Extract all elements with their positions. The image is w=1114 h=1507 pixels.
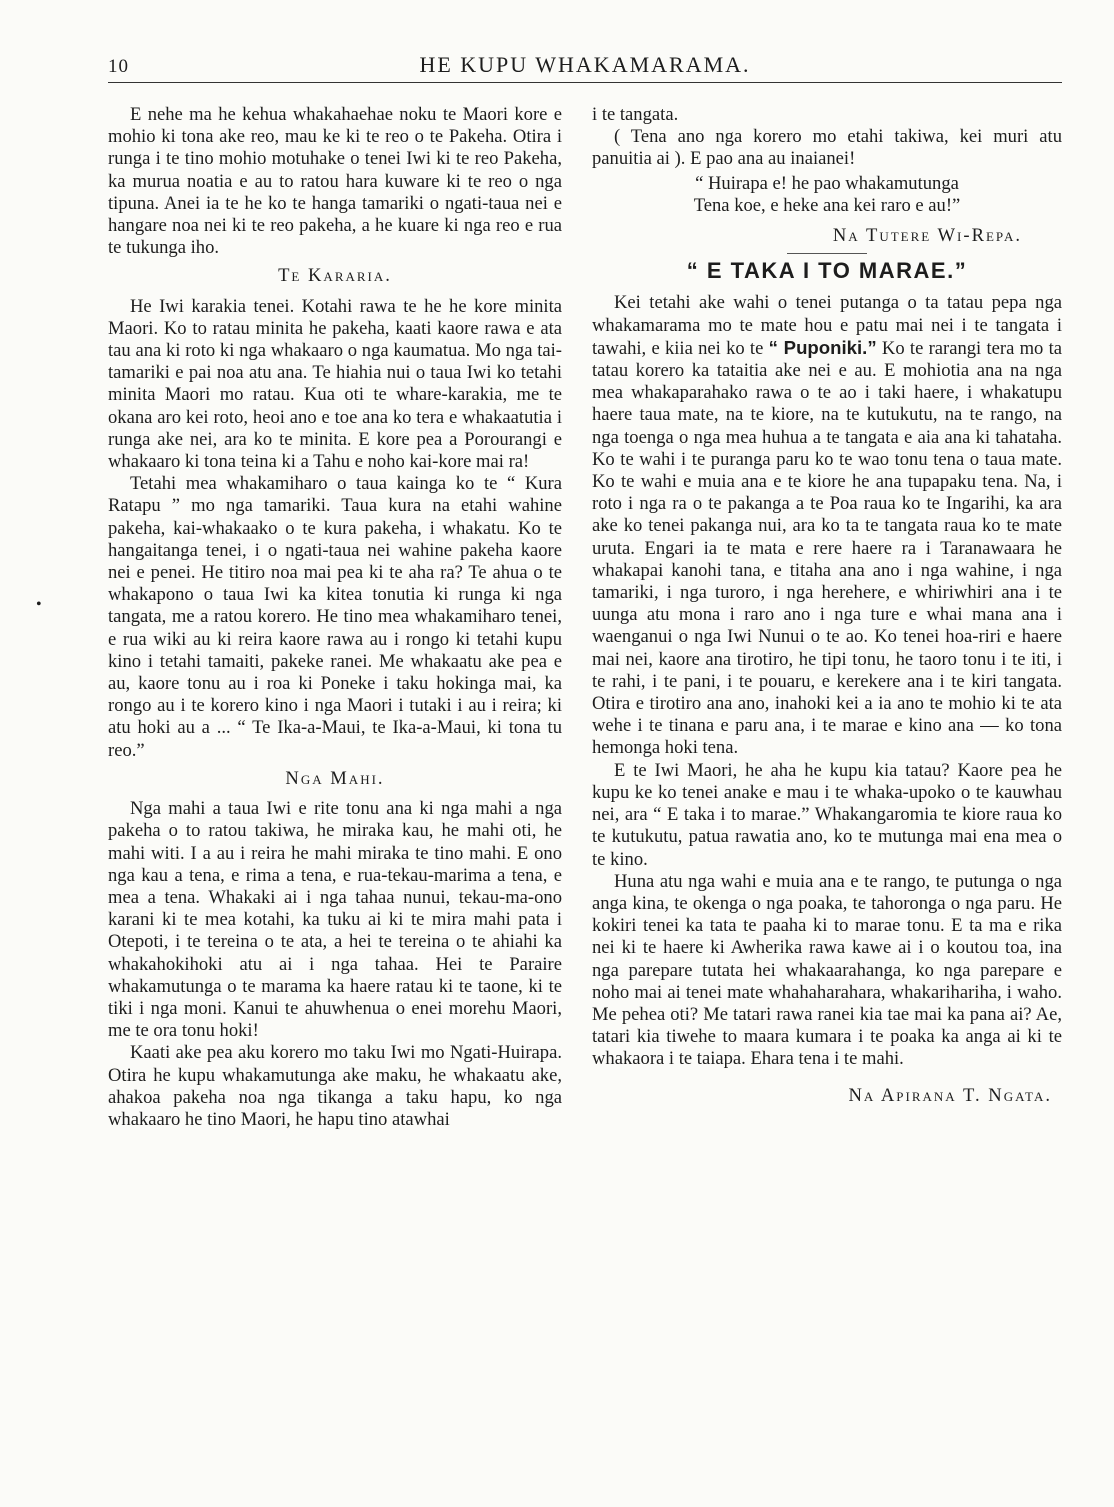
signature-apirana: Na Apirana T. Ngata. [848, 1084, 1052, 1106]
paragraph-mahi: Nga mahi a taua Iwi e rite tonu ana ki nga mahi a nga pakeha o to ratou takiwa, he miraka kau, he mahi oti, he mahi witi. I a au i reira he mahi miraka te tino mahi. E ono nga kau a tena, e rima a tena, e rua-tekau-marima a tena, e mea a tena. Whakaki ai i nga tahaa nunui, tekau-ma-ono karani ki te mea kotahi, ka tuku ai ki te mira mahi pata i Otepoti, i te tereina o te ata, a hei te tereina o te ahiahi ka whakahokihoki atu ai i nga tahaa. Hei te Paraire whakamutunga o te marama ka haere ratau ki te taone, ki te tiki i nga moni. Kanui te ahuwhenua o enei morehu Maori, me te ora tonu hoki! [108, 798, 562, 1042]
section-heading-mahi: Nga Mahi. [285, 767, 385, 789]
paragraph-puponiki-end: Ko te rarangi tera mo ta tatau korero ka tataitia ake nei e au. E mohiotia ana na nga mea whakaparahako rawa o te ao i taki haere, i whakatupu haere taua mate, na te kiore, na te kutukutu, na te rango, na nga toenga o nga mea huhua a te tangata e aia ana ki tahataha. Ko te wahi i te puranga paru ko te wao tonu tena o taua mate. Ko te wahi e muia ana e te kiore he ana tupapaku tena. Na, i roto i nga ra o te pakanga a te Poa raua ko te Ingarihi, ka ara ake ko tenei pakanga nui, ara ko ta te tangata raua ko te mate uruta. Engari ia te mata e rere haere ra i Taranawaara he whakapai kanohi tana, e titaha ana ano i nga wahine, i nga tamariki, i nga turoro, i nga herehere, e whiriwhiri ana i te uunga atu mona i raro ano i nga ture e whai mana ana i waenganui o nga Iwi Nunui o te ao. Ko tenei hoa-riri e haere mai nei, kaore ana tirotiro, he tipi tonu, he taoro tonu i te iti, i te rahi, i te pani, i te pouaru, e kerekere ana i te kiri tangata. Otira e tirotiro ana ano, inahoki kei a ia ano te mohio ki te ata wehe i te tinana e paru ana, i te marae e kino ana — ko tona hemonga hoki tena. [592, 337, 1063, 759]
page-header [108, 52, 1062, 82]
page-number: 10 [108, 56, 129, 77]
left-column [108, 104, 562, 1131]
poem [592, 173, 1062, 217]
poem-line-2: Tena koe, e heke ana kei raro e au!” [693, 194, 961, 216]
paragraph-closing: Kaati ake pea aku korero mo taku Iwi mo Ngati-Huirapa. Otira he kupu whakamutunga ake maku, he whakaatu ake, ahakoa pakeha noa nga tikanga a taku hapu, ko nga whakaaro he tino Maori, he hapu tino atawhai [108, 1042, 562, 1130]
section-heading-kararia: Te Kararia. [278, 265, 392, 287]
header-rule [108, 82, 1062, 83]
article-title: “ E TAKA I TO MARAE.” [686, 258, 968, 284]
paragraph-kararia: He Iwi karakia tenei. Kotahi rawa te he he kore minita Maori. Ko to ratau minita he pakeha, kaati kaore rawa e ata tau ana ki roto ki nga whakaaro o nga kaumatua. Mo nga tai-tamariki e pai noa atu ana. Te hiahia nui o taua Iwi ko tetahi minita Maori mo ratau. Kua oti te whare-karakia, me te okana aro kei roto, heoi ano e toe ana ko tera e whakaatutia i runga ake nei, ara ko te minita. E kore pea a Porourangi e whakaaro ki tona teina ki a Tahu e noho kai-kore mai ra! [108, 295, 562, 473]
margin-mark: • [36, 596, 42, 613]
paragraph-huna: Huna atu nga wahi e muia ana e te rango, te putunga o nga anga kina, te okenga o nga poaka, te tahoronga o nga paru. He kokiri tenei ka tata te paaha ki to marae tonu. E ta ma e rika nei ki te haere ki Awherika rawa kawe ai i o koutou toa, ina nga parepare tutata hei whakaarahanga, ko nga parepare e noho mai ai tenei mate whahaharahara, whakarihariha, i waho. Me pehea oti? Me tatari rawa ranei kia tae mai ka pana ai? Ae, tatari kia tiwehe to maara kumara i te poaka ka anga ai ki te whakaora i te taiapa. Ehara tena i te mahi. [592, 870, 1062, 1070]
paragraph-aside: ( Tena ano nga korero mo etahi takiwa, kei muri atu panuitia ai ). E pao ana au inaianei! [592, 126, 1062, 170]
signature-tutere: Na Tutere Wi-Repa. [832, 225, 1022, 247]
paragraph-iwi-maori: E te Iwi Maori, he aha he kupu kia tatau? Kaore pea he kupu ke ko tenei anake e mau i te whaka-upoko o te kauwhau nei, ara “ E taka i to marae.” Whakangaromia te kiore raua ko te kutukutu, patua rawatia ano, ko te mutunga mai ena mea o te kino. [592, 759, 1062, 870]
poem-line-1: “ Huirapa e! he pao whakamutunga [695, 172, 959, 194]
divider [787, 253, 867, 254]
paragraph-puponiki [592, 292, 1062, 759]
paragraph-continued: i te tangata. [592, 104, 679, 125]
paragraph-intro: E nehe ma he kehua whakahaehae noku te Maori kore e mohio ki tona ake reo, mau ke ki te reo o te Pakeha. Otira i runga i te tino mohio motuhake o tenei Iwi ki te reo Pakeha, ka murua noatia e au to ratou hara kuware ki te reo o nga tipuna. Anei ia te he ko te hanga tamariki o ngati-taua nei e hangare noa nei ki te reo pakeha, a he kuare ki nga reo e rua te tukunga iho. [108, 104, 562, 259]
paragraph-puponiki-start: Kei tetahi ake wahi o tenei putanga o ta tatau pepa nga whakamarama mo te mate hou e patu mai nei i te tangata i tawahi, e kiia nei ko te [592, 292, 1062, 359]
right-column [592, 104, 1062, 1107]
paragraph-kura-ratapu: Tetahi mea whakamiharo o taua kainga ko te “ Kura Ratapu ” mo nga tamariki. Taua kura na etahi wahine pakeha, kai-whakaako o te kura pakeha, i whakatu. Ko te hangaitanga tenei, i o ngati-taua nei wahine pakeha kaore nei e penei. He titiro noa mai pea ki te aha ra? Te ahua o te whakapono o taua Iwi ka kitea tonutia ki runga ki nga tangata, me a ratou korero. He tino mea whakamiharo tenei, e rua wiki au ki reira kaore rawa au i rongo ki tetahi kupu kino i tetahi tamaiti, pakeke ranei. Me whakaatu ake pea e au, kaore tonu au i roa ki Poneke i taku hokinga mai, ka rongo au i te korero kino i nga Maori i tutaki i au i reira; ki atu hoki au a ... “ Te Ika-a-Maui, te Ika-a-Maui, ki tona tu reo.” [108, 473, 562, 761]
puponiki-name: “ Puponiki.” [768, 336, 877, 358]
running-title: HE KUPU WHAKAMARAMA. [419, 52, 751, 77]
